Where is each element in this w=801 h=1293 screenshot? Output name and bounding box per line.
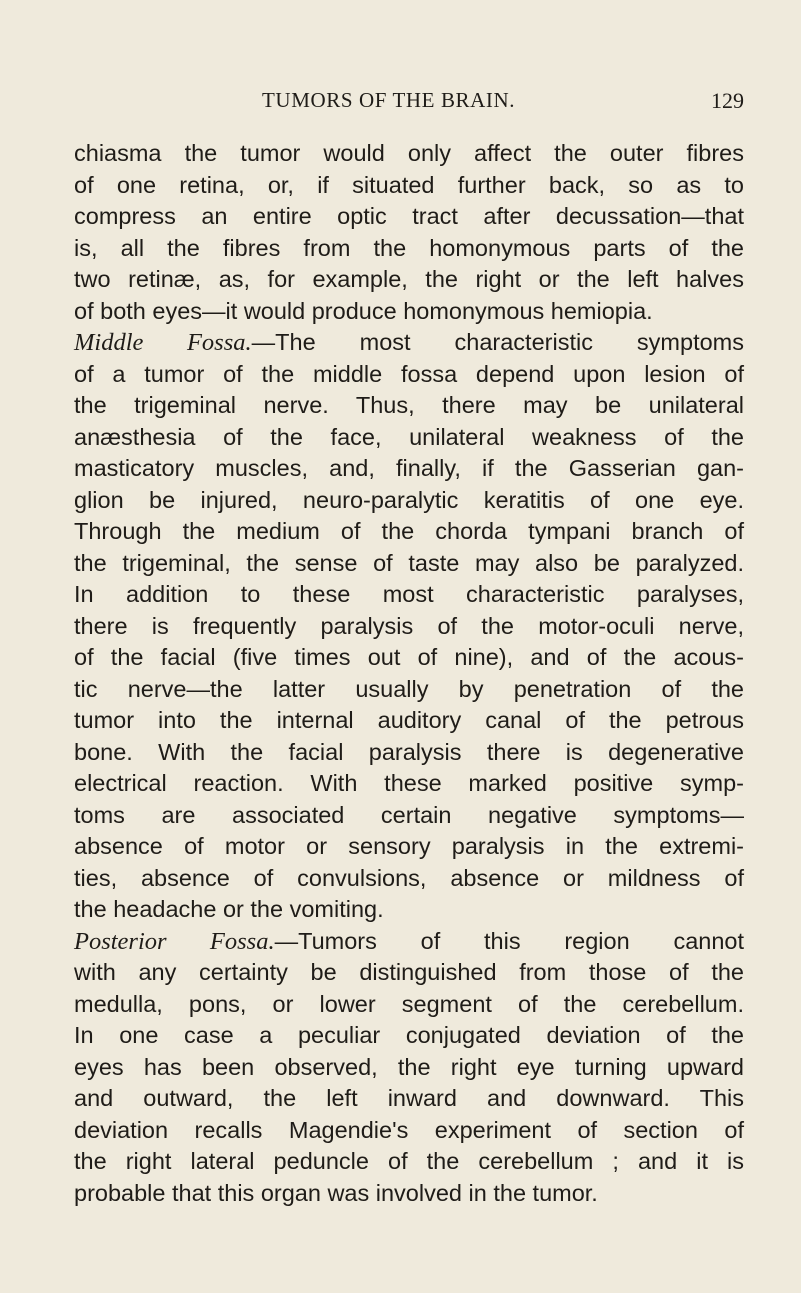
text-line: of both eyes—it would produce homonymous hemiopia. — [74, 297, 653, 324]
posterior-fossa-heading: Posterior Fossa. — [74, 927, 275, 955]
text-line: ties, absence of convulsions, absence or mildness of — [74, 864, 744, 891]
middle-fossa-heading: Middle Fossa. — [74, 329, 252, 356]
page-number: 129 — [711, 88, 744, 113]
text-line: compress an entire optic tract after decussation—that — [74, 203, 744, 229]
text-line: with any certainty be distinguished from those of the — [74, 959, 744, 985]
text-line: anæsthesia of the face, unilateral weakness of the — [74, 423, 744, 450]
text-line: two retinæ, as, for example, the right or the left halves — [74, 266, 744, 292]
running-title: TUMORS OF THE BRAIN. — [262, 88, 516, 112]
text-line: of a tumor of the middle fossa depend upon lesion of — [74, 360, 744, 387]
text-line: chiasma the tumor would only affect the outer fibres — [74, 140, 744, 166]
text-line: glion be injured, neuro-paralytic keratitis of one eye. — [74, 486, 744, 513]
text-line: the trigeminal, the sense of taste may also be paralyzed. — [74, 549, 744, 576]
text-line: deviation recalls Magendie's experiment of section of — [74, 1116, 744, 1143]
middle-fossa-paragraph-start — [74, 327, 744, 359]
text-line: absence of motor or sensory paralysis in the extremi- — [74, 833, 744, 859]
text-line: the right lateral peduncle of the cerebellum ; and it is — [74, 1148, 744, 1174]
text-line: and outward, the left inward and downward. This — [74, 1085, 744, 1111]
text-line: of one retina, or, if situated further back, so as to — [74, 171, 744, 198]
text-line: the trigeminal nerve. Thus, there may be unilateral — [74, 392, 744, 418]
text-line: toms are associated certain negative symptoms— — [74, 801, 744, 828]
text-line: is, all the fibres from the homonymous parts of the — [74, 234, 744, 261]
middle-fossa-lead: —The most characteristic symptoms — [251, 329, 744, 355]
running-head — [74, 88, 744, 118]
text-line: probable that this organ was involved in the tumor. — [74, 1179, 598, 1206]
text-line: tic nerve—the latter usually by penetration of the — [74, 675, 744, 702]
text-line: medulla, pons, or lower segment of the cerebellum. — [74, 990, 744, 1017]
text-line: tumor into the internal auditory canal of the petrous — [74, 707, 744, 733]
text-line: masticatory muscles, and, finally, if the Gasserian gan- — [74, 455, 744, 481]
body-text — [74, 138, 744, 1209]
text-line: electrical reaction. With these marked positive symp- — [74, 770, 744, 796]
text-line: In addition to these most characteristic paralyses, — [74, 581, 744, 607]
text-line: there is frequently paralysis of the motor-oculi nerve, — [74, 612, 744, 639]
text-line: the headache or the vomiting. — [74, 896, 384, 922]
text-line: eyes has been observed, the right eye turning upward — [74, 1053, 744, 1080]
text-line: bone. With the facial paralysis there is degenerative — [74, 738, 744, 765]
text-line: In one case a peculiar conjugated deviation of the — [74, 1022, 744, 1048]
posterior-fossa-paragraph-start — [74, 926, 744, 958]
posterior-fossa-lead: —Tumors of this region cannot — [274, 927, 744, 954]
text-line: Through the medium of the chorda tympani branch of — [74, 518, 744, 544]
text-line: of the facial (five times out of nine), and of the acous- — [74, 644, 744, 670]
